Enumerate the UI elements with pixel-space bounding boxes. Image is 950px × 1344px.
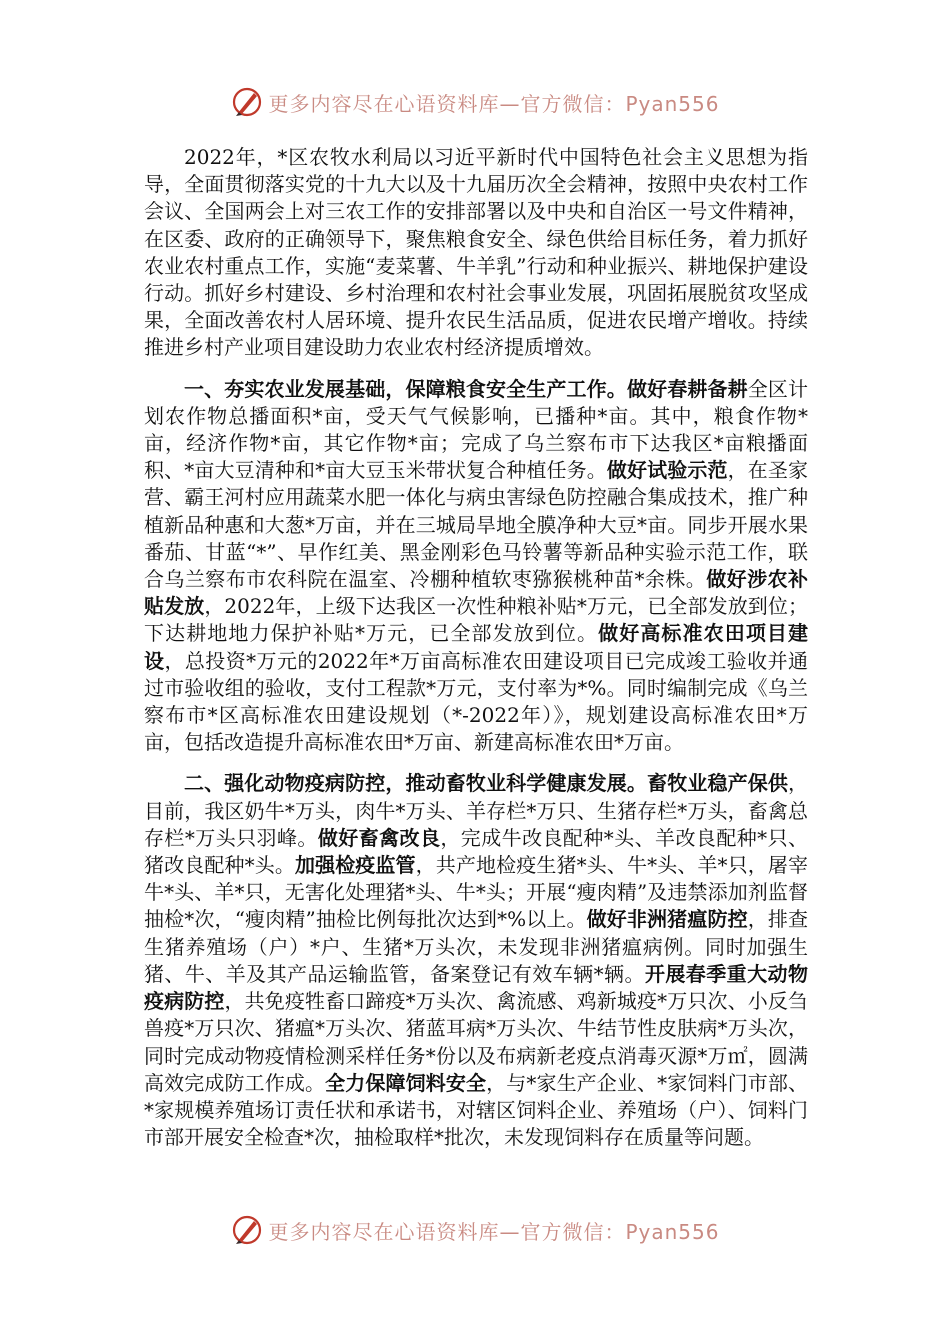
paragraph-text: ，完成牛改良配种*头、羊改良配种*只、猪改良配种*头。: [144, 825, 809, 878]
subheading: 做好非洲猪瘟防控: [586, 907, 748, 932]
paragraph-text: ，2022年，上级下达我区一次性种粮补贴*万元，已全部发放到位；下达耕地地力保护补贴*万元，已全部发放到位。: [144, 594, 809, 646]
subheading: 做好高标准农田项目建设: [144, 621, 809, 673]
paragraph-text: ，总投资*万元的2022年*万亩高标准农田建设项目已完成竣工验收并通过市验收组的验收，支付工程款*万元，支付率为*%。同时编制完成《乌兰察布市*区高标准农田建设规划（*-2022年）》，规划建设高标准农田*万亩，包括改造提升高标准农田*万亩、新建高标准农田*万亩。: [144, 648, 809, 755]
subheading: 做好畜禽改良: [317, 825, 441, 850]
paragraph-text: ，共产地检疫生猪*头、牛*头、羊*只，屠宰牛*头、羊*只，无害化处理猪*头、牛*头；开展“瘦肉精”及违禁添加剂监督抽检*次，“瘦肉精”抽检比例每批次达到*%以上。: [144, 853, 809, 932]
paragraph-text: 2022年，*区农牧水利局以习近平新时代中国特色社会主义思想为指导，全面贯彻落实党的十九大以及十九届历次全会精神，按照中央农村工作会议、全国两会上对三农工作的安排部署以及中央和自治区一号文件精神，在区委、政府的正确领导下，聚焦粮食安全、绿色供给目标任务，着力抓好农业农村重点工作，实施“麦菜薯、牛羊乳”行动和种业振兴、耕地保护建设行动。抓好乡村建设、乡村治理和农村社会事业发展，巩固拓展脱贫攻坚成果，全面改善农村人居环境、提升农民生活品质，促进农民增产增收。持续推进乡村产业项目建设助力农业农村经济提质增效。: [144, 145, 808, 360]
paragraph-text: 全区计划农作物总播面积*亩，受天气气候影响，已播种*亩。其中，粮食作物*亩，经济作物*亩，其它作物*亩；完成了乌兰察布市下达我区*亩粮播面积、*亩大豆清种和*亩大豆玉米带状复合种植任务。: [144, 376, 809, 483]
paragraph-text: ，共免疫牲畜口蹄疫*万头次、禽流感、鸡新城疫*万只次、小反刍兽疫*万只次、猪瘟*万头次、猪蓝耳病*万头次、牛结节性皮肤病*万头次，同时完成动物疫情检测采样任务*份以及布病新老疫点消毒灭源*万㎡，圆满高效完成防工作成。: [144, 989, 809, 1095]
paragraph-text: ，目前，我区奶牛*万头，肉牛*万头、羊存栏*万只、生猪存栏*万头，畜禽总存栏*万头只羽峰。: [144, 771, 809, 850]
watermark-footer: [0, 1210, 950, 1250]
pen-logo-icon: [230, 85, 264, 119]
subheading: 开展春季重大动物疫病防控: [144, 961, 808, 1014]
subheading: 做好春耕备耕: [626, 376, 748, 401]
paragraph-text: ，在圣家营、霸王河村应用蔬菜水肥一体化与病虫害绿色防控融合集成技术，推广种植新品种惠和大葱*万亩，并在三城局旱地全膜净种大豆*亩。同步开展水果番茄、甘蓝“*”、早作红美、黑金刚彩色马铃薯等新品种实验示范工作，联合乌兰察布市农科院在温室、冷棚种植软枣猕猴桃种苗*余株。: [144, 458, 809, 592]
subheading: 做好涉农补贴发放: [144, 567, 808, 619]
watermark-text: 更多内容尽在心语资料库—官方微信：Pyan556: [268, 91, 720, 116]
watermark-text: 更多内容尽在心语资料库—官方微信：Pyan556: [268, 1219, 720, 1244]
subheading: 全力保障饲料安全: [325, 1070, 487, 1095]
pen-logo-icon: [230, 1213, 264, 1247]
document-body: [144, 144, 808, 1151]
paragraph-text: ，排查生猪养殖场（户）*户、生猪*万头次，未发现非洲猪瘟病例。同时加强生猪、牛、羊及其产品运输监管，备案登记有效车辆*辆。: [144, 907, 809, 986]
section-one-heading: 一、夯实农业发展基础，保障粮食安全生产工作。: [184, 376, 627, 401]
intro-paragraph: [144, 144, 808, 362]
subheading: 畜牧业稳产保供: [647, 771, 789, 796]
subheading: 做好试验示范: [606, 458, 728, 483]
subheading: 加强检疫监管: [294, 853, 416, 878]
section-two-heading: 二、强化动物疫病防控，推动畜牧业科学健康发展。: [184, 771, 648, 796]
section-two-paragraph: [144, 770, 808, 1151]
watermark-header: [0, 82, 950, 122]
paragraph-text: ，与*家生产企业、*家饲料门市部、*家规模养殖场订责任状和承诺书，对辖区饲料企业、养殖场（户）、饲料门市部开展安全检查*次，抽检取样*批次，未发现饲料存在质量等问题。: [144, 1070, 809, 1150]
section-one-paragraph: [144, 376, 808, 757]
